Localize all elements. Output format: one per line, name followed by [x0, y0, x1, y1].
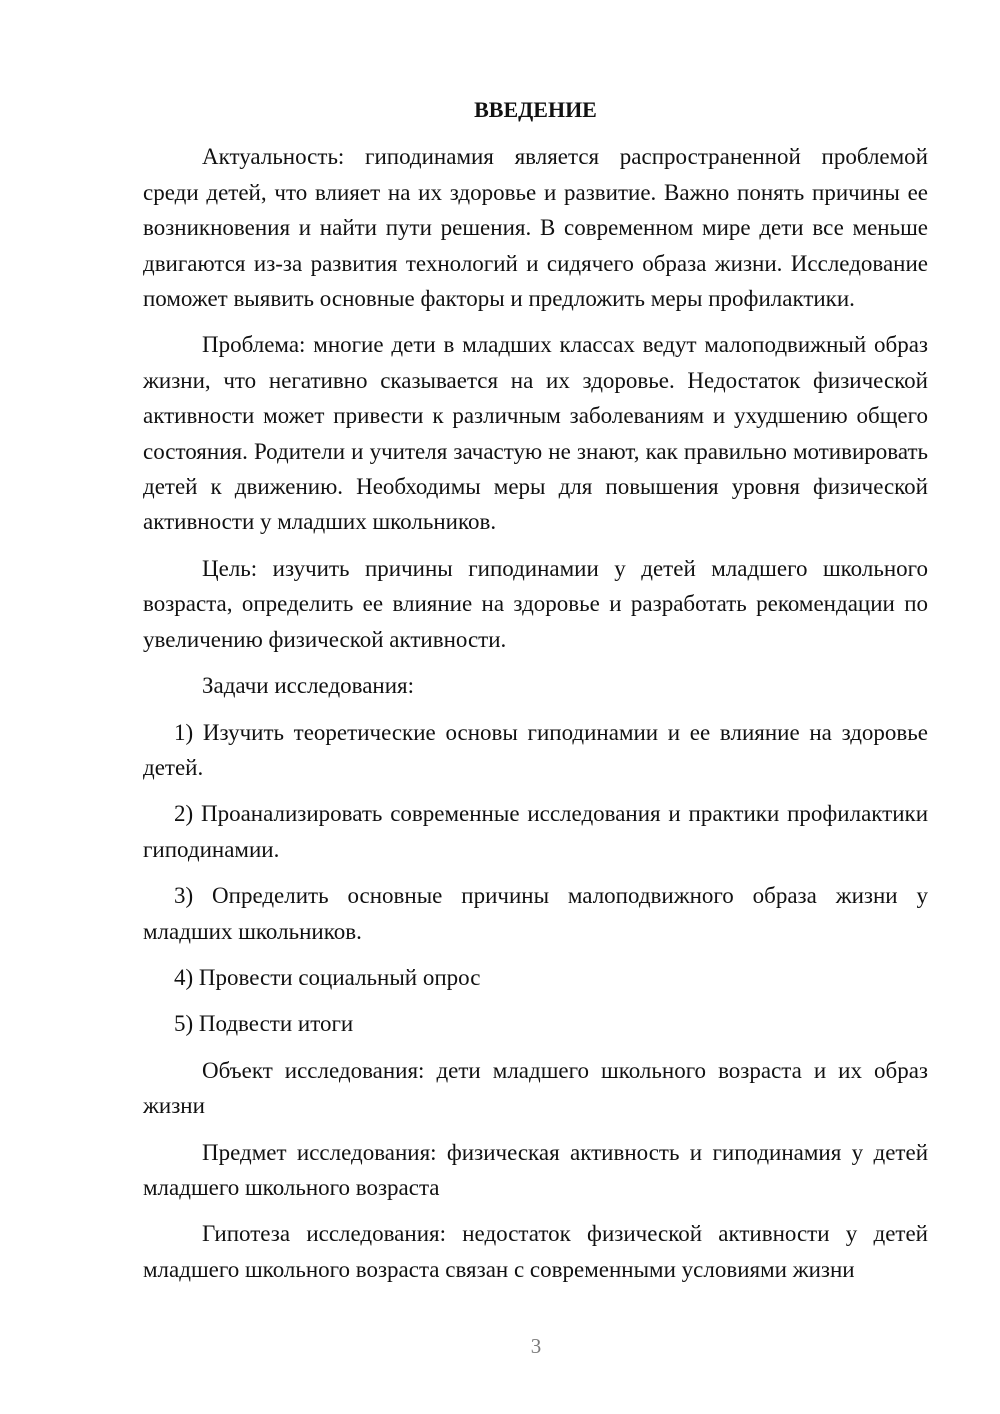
- page-number: 3: [530, 1334, 542, 1358]
- task-item-1: 1) Изучить теоретические основы гиподинамии и ее влияние на здоровье детей.: [143, 719, 928, 780]
- task-item-5: 5) Подвести итоги: [174, 1011, 354, 1037]
- goal-paragraph: Цель: изучить причины гиподинамии у детей младшего школьного возраста, определить ее влияние на здоровье и разработать рекомендации по увеличению физической активности.: [143, 555, 928, 652]
- section-title: ВВЕДЕНИЕ: [474, 97, 597, 122]
- research-object-paragraph: Объект исследования: дети младшего школьного возраста и их образ жизни: [143, 1057, 928, 1119]
- hypothesis-paragraph: Гипотеза исследования: недостаток физической активности у детей младшего школьного возраста связан с современными условиями жизни: [143, 1221, 928, 1282]
- page-content: [143, 92, 928, 1298]
- research-subject-paragraph: Предмет исследования: физическая активность и гиподинамия у детей младшего школьного возраста: [143, 1139, 928, 1200]
- problem-paragraph: Проблема: многие дети в младших классах ведут малоподвижный образ жизни, что негативно сказывается на их здоровье. Недостаток физической активности может привести к различным заболеваниям и ухудшению общего состояния. Родители и учителя зачастую не знают, как правильно мотивировать детей к движению. Необходимы меры для повышения уровня физической активности у младших школьников.: [143, 332, 928, 535]
- tasks-heading: Задачи исследования:: [202, 673, 415, 699]
- task-item-4: 4) Провести социальный опрос: [174, 964, 481, 990]
- task-item-3: 3) Определить основные причины малоподвижного образа жизни у младших школьников.: [143, 883, 928, 944]
- task-item-2: 2) Проанализировать современные исследования и практики профилактики гиподинамии.: [143, 801, 928, 862]
- relevance-paragraph: Актуальность: гиподинамия является распространенной проблемой среди детей, что влияет на их здоровье и развитие. Важно понять причины ее возникновения и найти пути решения. В современном мире дети все меньше двигаются из-за развития технологий и сидячего образа жизни. Исследование поможет выявить основные факторы и предложить меры профилактики.: [143, 144, 928, 312]
